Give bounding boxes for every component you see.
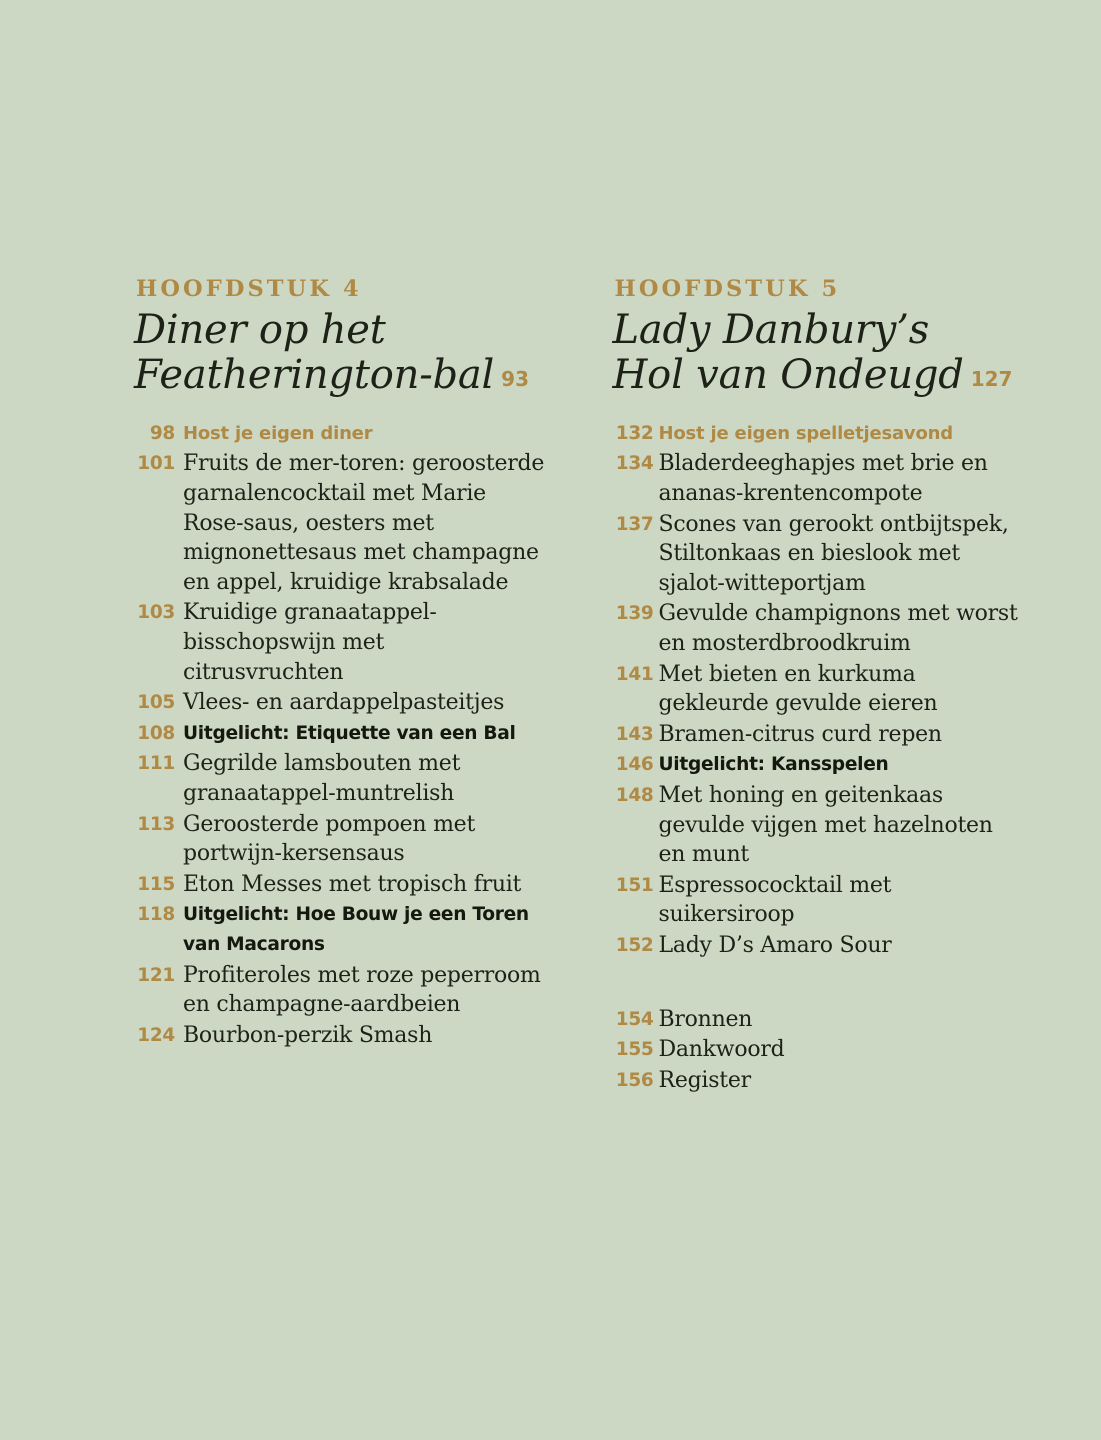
- toc-entry[interactable]: [615, 1005, 1027, 1035]
- chapter-title-line-2: Hol van Ondeugd: [612, 351, 964, 398]
- toc-entry[interactable]: [136, 749, 548, 808]
- chapter-title-line-2: Featherington-bal: [134, 351, 495, 398]
- toc-entry[interactable]: [615, 781, 1027, 870]
- toc-entry[interactable]: [136, 810, 548, 869]
- toc-entry[interactable]: [136, 688, 548, 718]
- toc-entry[interactable]: [136, 419, 548, 449]
- toc-entry-title: Scones van gerookt ontbijtspek, Stiltonkaas en bieslook met sjalot-witteportjam: [658, 511, 1009, 596]
- toc-entry[interactable]: [136, 961, 548, 1020]
- toc-columns: [136, 278, 1026, 1096]
- toc-entry-page-number: 115: [137, 873, 175, 895]
- toc-entry-page-number: 103: [137, 602, 175, 624]
- toc-entry[interactable]: [615, 449, 1027, 508]
- chapter-title-5: [613, 308, 1027, 398]
- toc-entry[interactable]: [136, 719, 548, 749]
- toc-entry-page-number: 101: [137, 453, 175, 475]
- toc-entry-title: Bramen-citrus curd repen: [658, 721, 942, 747]
- chapter-title-line-1: Lady Danbury’s: [612, 306, 930, 353]
- toc-entry-title: Host je eigen diner: [183, 422, 373, 444]
- toc-entry-page-number: 146: [615, 754, 654, 776]
- toc-entry-title: Lady D’s Amaro Sour: [658, 932, 892, 958]
- toc-entry-title: Espressococktail met suikersiroop: [658, 872, 892, 928]
- chapter-title-line-2-wrap: [613, 353, 1027, 398]
- chapter-title-line-2-wrap: [134, 353, 548, 398]
- toc-entry-title: Fruits de mer-toren: geroosterde garnalencocktail met Marie Rose-saus, oesters met mignonettesaus met champagne en appel, kruidige krabsalade: [183, 451, 545, 595]
- entry-list-chapter-5: [615, 419, 1027, 1095]
- toc-entry[interactable]: [615, 931, 1027, 961]
- toc-entry-title: Host je eigen spelletjesavond: [658, 422, 953, 444]
- toc-entry-title: Eton Messes met tropisch fruit: [183, 871, 522, 897]
- toc-entry-title: Bladerdeeghapjes met brie en ananas-krentencompote: [658, 451, 988, 507]
- toc-entry-page-number: 98: [149, 422, 175, 444]
- toc-entry-title: Met bieten en kurkuma gekleurde gevulde eieren: [658, 661, 938, 717]
- toc-entry-page-number: 156: [615, 1069, 654, 1091]
- toc-entry[interactable]: [136, 598, 548, 687]
- toc-entry-title: Uitgelicht: Hoe Bouw je een Toren van Macarons: [183, 904, 529, 955]
- chapter-kicker-4: HOOFDSTUK 4: [136, 276, 362, 302]
- toc-entry-page-number: 108: [137, 722, 175, 744]
- toc-entry-page-number: 154: [615, 1008, 654, 1030]
- toc-entry-page-number: 139: [615, 603, 654, 625]
- chapter-title-line-1: Diner op het: [134, 306, 386, 353]
- toc-entry[interactable]: [615, 419, 1027, 449]
- toc-entry[interactable]: [615, 510, 1027, 599]
- toc-entry[interactable]: [615, 660, 1027, 719]
- toc-entry-page-number: 113: [137, 813, 175, 835]
- toc-entry-page-number: 111: [137, 753, 175, 775]
- toc-entry-page-number: 118: [137, 904, 175, 926]
- toc-entry[interactable]: [615, 871, 1027, 930]
- toc-entry-title: Dankwoord: [658, 1037, 785, 1063]
- toc-entry[interactable]: [615, 1035, 1027, 1065]
- chapter-kicker-5: HOOFDSTUK 5: [614, 276, 841, 302]
- toc-entry-page-number: 141: [615, 663, 654, 685]
- toc-entry-title: Gevulde champignons met worst en mosterdbroodkruim: [658, 601, 1018, 657]
- toc-column-chapter-5: [612, 276, 1027, 1096]
- toc-entry-page-number: 137: [615, 513, 654, 535]
- toc-entry-title: Kruidige granaatappel-bisschopswijn met citrusvruchten: [183, 600, 437, 685]
- toc-entry-title: Uitgelicht: Etiquette van een Bal: [183, 722, 516, 744]
- toc-entry-page-number: 152: [615, 934, 654, 956]
- chapter-page-number-4: 93: [501, 366, 529, 391]
- toc-entry-page-number: 151: [615, 874, 654, 896]
- toc-entry[interactable]: [615, 750, 1027, 780]
- toc-entry-title: Register: [658, 1067, 751, 1093]
- toc-entry-page-number: 155: [615, 1039, 654, 1061]
- toc-entry[interactable]: [136, 900, 548, 959]
- toc-entry-page-number: 143: [615, 723, 654, 745]
- toc-entry-title: Bourbon-perzik Smash: [183, 1022, 433, 1048]
- toc-entry-page-number: 148: [615, 785, 654, 806]
- toc-entry-page-number: 132: [615, 422, 654, 444]
- toc-entry-title: Bronnen: [658, 1006, 753, 1032]
- toc-entry-title: Geroosterde pompoen met portwijn-kersensaus: [183, 811, 476, 867]
- toc-entry-title: Met honing en geitenkaas gevulde vijgen met hazelnoten en munt: [658, 783, 993, 868]
- toc-entry-page-number: 134: [615, 453, 654, 475]
- toc-entry-page-number: 121: [137, 964, 175, 986]
- toc-entry-title: Profiteroles met roze peperroom en champagne-aardbeien: [183, 962, 541, 1018]
- toc-entry[interactable]: [136, 870, 548, 900]
- chapter-title-4: [134, 308, 548, 398]
- toc-entry[interactable]: [136, 1021, 548, 1051]
- toc-entry[interactable]: [615, 720, 1027, 750]
- toc-entry-title: Gegrilde lamsbouten met granaatappel-muntrelish: [183, 751, 461, 806]
- toc-entry-title: Uitgelicht: Kansspelen: [658, 754, 889, 776]
- entry-list-chapter-4: [136, 419, 548, 1050]
- toc-entry[interactable]: [615, 599, 1027, 658]
- toc-entry[interactable]: [615, 1066, 1027, 1096]
- toc-entry[interactable]: [136, 449, 548, 597]
- toc-entry-page-number: 124: [137, 1024, 175, 1046]
- toc-column-chapter-4: [136, 278, 548, 1096]
- toc-entry-title: Vlees- en aardappelpasteitjes: [183, 690, 505, 716]
- chapter-page-number-5: 127: [970, 366, 1013, 391]
- toc-entry-page-number: 105: [137, 692, 175, 714]
